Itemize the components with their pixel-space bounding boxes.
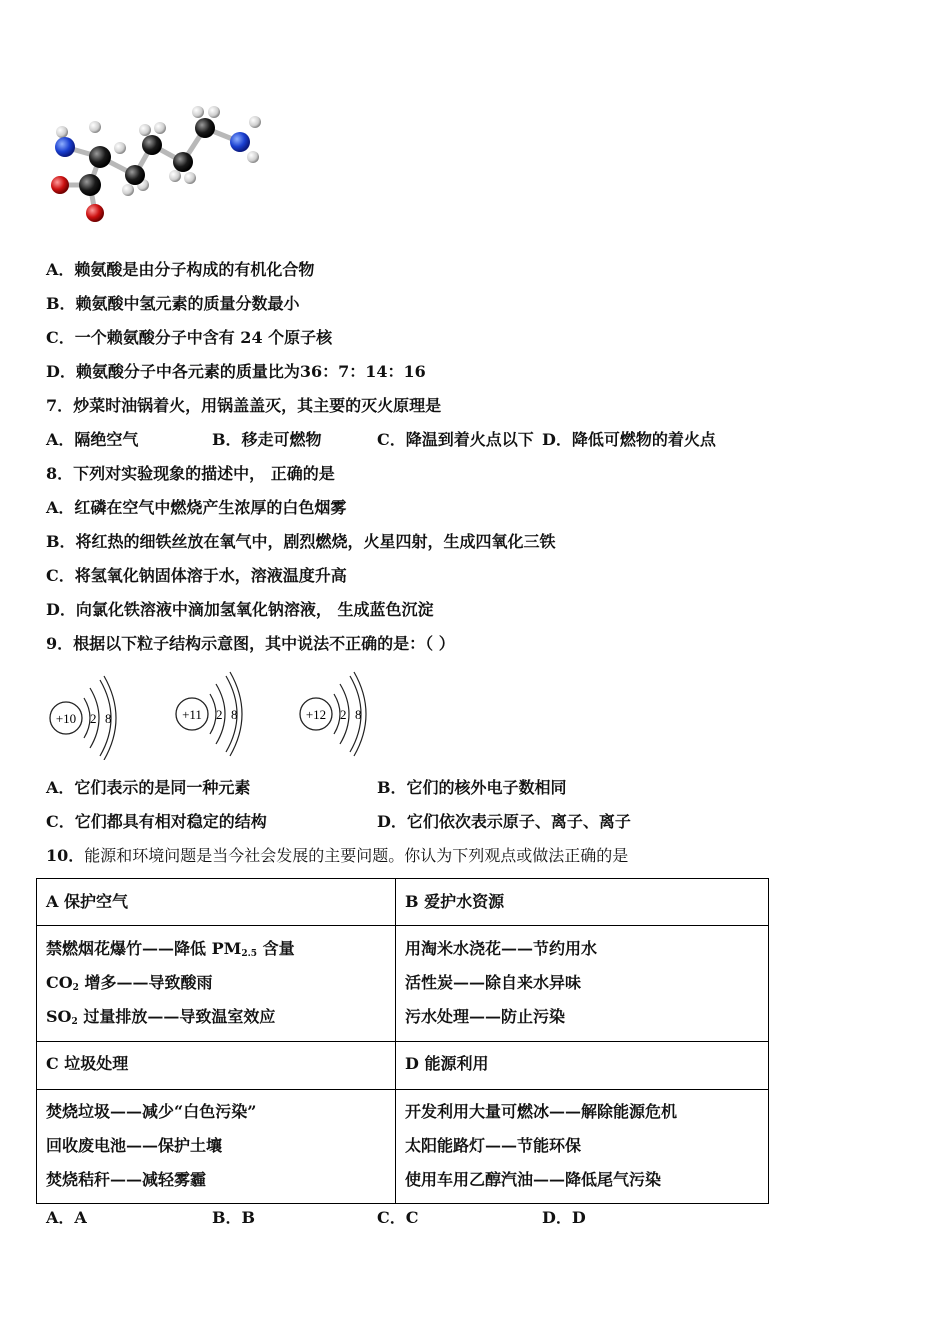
cell-d-body [396, 1090, 770, 1204]
q10-option-a: A．A [46, 1208, 87, 1227]
atom-1-nucleus: +10 [55, 711, 77, 726]
q6-option-d: D．赖氨酸分子中各元素的质量比为36：7：14：16 [46, 362, 426, 381]
q7-option-c: C．降温到着火点以下 [377, 430, 534, 449]
cell-a-row-1: 禁燃烟花爆竹——降低 $PM_{2.5}$ 含量 [46, 939, 295, 959]
q7-stem: 7．炒菜时油锅着火，用锅盖盖灭，其主要的灭火原理是 [46, 396, 442, 415]
cell-d-row-3: 使用车用乙醇汽油——降低尾气污染 [405, 1170, 662, 1189]
q10-option-c: C．C [377, 1208, 419, 1227]
atom-1-shell-2: 8 [105, 711, 112, 726]
cell-c-body [37, 1090, 395, 1204]
cell-b-row-2: 活性炭——除自来水异味 [405, 973, 582, 992]
cell-b-row-1: 用淘米水浇花——节约用水 [405, 939, 598, 958]
q10-table [36, 878, 769, 1204]
q6-option-b: B．赖氨酸中氢元素的质量分数最小 [46, 294, 300, 313]
cell-c-head-text: C 垃圾处理 [46, 1054, 129, 1073]
cell-a-head [37, 879, 395, 925]
cell-d-row-2: 太阳能路灯——节能环保 [405, 1136, 582, 1155]
q9-option-a: A．它们表示的是同一种元素 [46, 778, 251, 797]
atom-2-nucleus: +11 [182, 707, 202, 722]
q10-stem-line [46, 846, 628, 866]
cell-c-head [37, 1042, 395, 1089]
atom-3-nucleus: +12 [305, 707, 327, 722]
atom-1-shell-1: 2 [90, 711, 97, 726]
q8-option-c: C．将氢氧化钠固体溶于水，溶液温度升高 [46, 566, 347, 585]
cell-d-row-1: 开发利用大量可燃冰——解除能源危机 [405, 1102, 678, 1121]
q10-stem: 能源和环境问题是当今社会发展的主要问题。你认为下列观点或做法正确的是 [84, 846, 629, 865]
q7-option-a: A．隔绝空气 [46, 430, 139, 449]
q8-option-b: B．将红热的细铁丝放在氧气中，剧烈燃烧，火星四射，生成四氧化三铁 [46, 532, 556, 551]
q6-option-a: A．赖氨酸是由分子构成的有机化合物 [46, 260, 315, 279]
cell-c-row-2: 回收废电池——保护土壤 [46, 1136, 223, 1155]
q9-option-c: C．它们都具有相对稳定的结构 [46, 812, 267, 831]
atom-3-shell-2: 8 [355, 707, 362, 722]
cell-b-row-3: 污水处理——防止污染 [405, 1007, 566, 1026]
cell-c-row-1: 焚烧垃圾——减少“白色污染” [46, 1102, 257, 1121]
q9-option-d: D．它们依次表示原子、离子、离子 [377, 812, 631, 831]
atom-diagram-3 [292, 670, 372, 758]
cell-a-row-2: $CO_2$ 增多——导致酸雨 [46, 973, 213, 993]
cell-b-head [396, 879, 770, 925]
cell-d-head [396, 1042, 770, 1089]
q8-stem: 8．下列对实验现象的描述中， 正确的是 [46, 464, 335, 483]
q10-number: 10． [46, 846, 85, 865]
q6-option-c: C．一个赖氨酸分子中含有 24 个原子核 [46, 328, 333, 347]
q9-option-b: B．它们的核外电子数相同 [377, 778, 567, 797]
cell-a-head-text: A 保护空气 [46, 892, 128, 911]
q10-option-b: B．B [212, 1208, 256, 1227]
atom-2-shell-2: 8 [231, 707, 238, 722]
q7-option-b: B．移走可燃物 [212, 430, 322, 449]
cell-a-row-3: $SO_2$ 过量排放——导致温室效应 [46, 1007, 276, 1027]
lysine-molecule-image [40, 100, 270, 230]
cell-b-body [396, 926, 770, 1041]
atom-3-shell-1: 2 [340, 707, 347, 722]
cell-d-head-text: D 能源利用 [405, 1054, 489, 1073]
cell-b-head-text: B 爱护水资源 [405, 892, 505, 911]
q8-option-d: D．向氯化铁溶液中滴加氢氧化钠溶液， 生成蓝色沉淀 [46, 600, 434, 619]
atom-diagram-2 [168, 670, 248, 758]
q7-option-d: D．降低可燃物的着火点 [542, 430, 716, 449]
q8-option-a: A．红磷在空气中燃烧产生浓厚的白色烟雾 [46, 498, 347, 517]
q9-stem: 9．根据以下粒子结构示意图，其中说法不正确的是：（ ） [46, 634, 455, 653]
q10-option-d: D．D [542, 1208, 586, 1227]
cell-c-row-3: 焚烧秸秆——减轻雾霾 [46, 1170, 207, 1189]
cell-a-body [37, 926, 395, 1041]
atom-2-shell-1: 2 [216, 707, 223, 722]
atom-diagram-1 [44, 672, 124, 760]
